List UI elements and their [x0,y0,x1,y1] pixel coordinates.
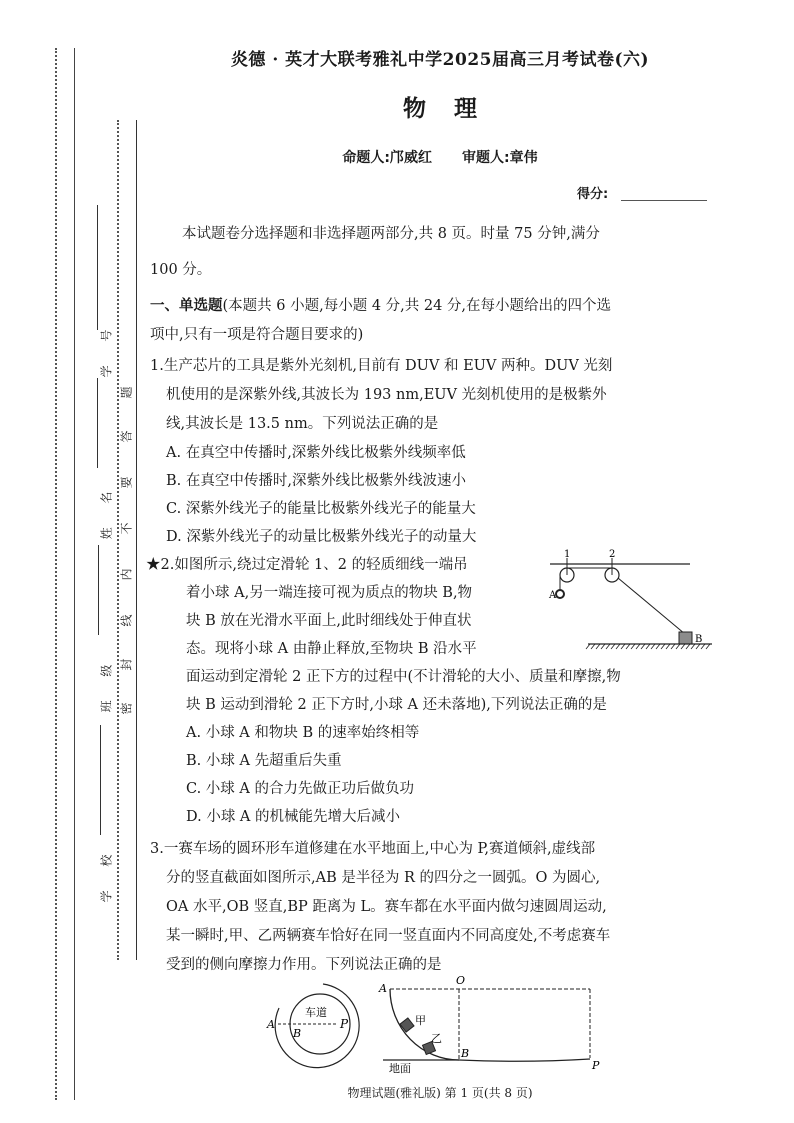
track-cross-section [375,972,610,1075]
question-number: 3. [150,841,164,857]
point-o-label: O [456,974,466,987]
question-2-stem [146,551,468,580]
option-c[interactable]: C. 小球 A 的合力先做正功后做负功 [186,781,414,797]
section-heading [150,292,611,321]
hatch-mark [681,644,685,649]
option-d[interactable]: D. 深紫外线光子的动量比极紫外线光子的动量大 [166,529,477,545]
binding-solid-line-outer [74,48,75,1100]
page-footer: 物理试题(雅礼版) 第 1 页(共 8 页) [347,1086,533,1100]
hatch-mark [666,644,670,649]
hatch-mark [616,644,620,649]
seal-char: 内 [119,568,134,581]
hatch-mark [596,644,600,649]
option-a[interactable]: A. 小球 A 和物块 B 的速率始终相等 [186,725,420,741]
option-c[interactable]: C. 深紫外线光子的能量比极紫外线光子的能量大 [166,501,476,517]
question-number: 1. [150,358,164,374]
subject-char: 物 [403,96,426,122]
question-line: 块 B 运动到滑轮 2 正下方时,小球 A 还未落地),下列说法正确的是 [186,697,607,713]
point-a-label: A [379,982,387,995]
hatch-mark [621,644,625,649]
question-line: 分的竖直截面如图所示,AB 是半径为 R 的四分之一圆弧。O 为圆心, [166,870,601,886]
question-line: 机使用的是深紫外线,其波长为 193 nm,EUV 光刻机使用的是极紫外 [166,387,607,403]
school-label: 学 校 [99,844,114,903]
name-label: 姓 名 [99,481,114,540]
section-title: 一、单选题 [150,298,223,314]
hatch-mark [606,644,610,649]
exam-title: 炎德 · 英才大联考雅礼中学2025届高三月考试卷(六) [230,50,650,70]
ball-label: A [549,590,557,601]
point-p-label: P [592,1059,600,1072]
question-line: OA 水平,OB 竖直,BP 距离为 L。赛车都在水平面内做匀速圆周运动, [166,899,607,915]
hatch-mark [641,644,645,649]
point-a-label: A [267,1018,275,1031]
subject-title [160,90,720,123]
authors [160,147,720,167]
option-b[interactable]: B. 小球 A 先超重后失重 [186,753,342,769]
hatch-mark [706,644,710,649]
hatch-mark [626,644,630,649]
seal-char: 不 [119,522,134,535]
hatch-mark [656,644,660,649]
question-line: 某一瞬时,甲、乙两辆赛车恰好在同一竖直面内不同高度处,不考虑赛车 [166,928,611,944]
question-line: 块 B 放在光滑水平面上,此时细线处于伸直状 [186,613,472,629]
pulley-2-label: 2 [609,549,616,560]
intro-line: 100 分。 [150,262,212,278]
hatch-mark [676,644,680,649]
subject-char: 理 [454,96,477,122]
hatch-mark [661,644,665,649]
student-id-label: 学 号 [99,319,114,378]
question-line: 面运动到定滑轮 2 正下方的过程中(不计滑轮的大小、质量和摩擦,物 [186,669,621,685]
track-top-view [260,978,370,1076]
reviewer: 审题人:章伟 [462,150,538,166]
name-blank[interactable] [98,545,99,635]
block-label: B [695,634,703,645]
car-jia-label: 甲 [415,1014,426,1027]
class-blank[interactable] [100,725,101,835]
student-id-blank-lower[interactable] [97,378,98,468]
question-line: 态。现将小球 A 由静止释放,至物块 B 沿水平 [186,641,477,657]
seal-dotted-line [117,120,119,960]
question-line: 如图所示,绕过定滑轮 1、2 的轻质细线一端吊 [174,557,468,573]
seal-char: 答 [119,430,134,443]
seal-char: 封 [119,658,134,671]
section-desc: (本题共 6 小题,每小题 4 分,共 24 分,在每小题给出的四个选 [222,298,612,314]
seal-char: 线 [119,614,134,627]
point-b-label: B [293,1027,302,1040]
question-line: 生产芯片的工具是紫外光刻机,目前有 DUV 和 EUV 两种。DUV 光刻 [163,358,613,374]
point-p-label: P [340,1017,349,1031]
hatch-mark [646,644,650,649]
ground-label: 地面 [389,1062,411,1075]
score-blank[interactable] [621,200,707,201]
section-desc-line: 项中,只有一项是符合题目要求的) [150,327,364,343]
point-b-label: B [461,1047,470,1060]
block-b [679,632,692,644]
question-line: 线,其波长是 13.5 nm。下列说法正确的是 [166,416,439,432]
ground-hatching [586,644,710,649]
seal-char: 题 [119,386,134,399]
option-d[interactable]: D. 小球 A 的机械能先增大后减小 [186,809,401,825]
hatch-mark [651,644,655,649]
hatch-mark [671,644,675,649]
car-yi-label: 乙 [431,1032,442,1045]
pulley-1-label: 1 [564,549,571,560]
seal-char: 密 [119,702,134,715]
hatch-mark [586,644,590,649]
hatch-mark [686,644,690,649]
line-bp [459,1059,590,1061]
question-line: 一赛车场的圆环形车道修建在水平地面上,中心为 P,赛道倾斜,虚线部 [163,841,596,857]
option-b[interactable]: B. 在真空中传播时,深紫外线比极紫外线波速小 [166,473,466,489]
score-label: 得分: [577,187,609,202]
binding-dotted-line-outer [55,48,57,1100]
question-1-stem [150,352,612,381]
question-line: 着小球 A,另一端连接可视为质点的物块 B,物 [186,585,473,601]
string-to-block [618,578,685,634]
question-line: 受到的侧向摩擦力作用。下列说法正确的是 [166,957,442,973]
question-3-stem [150,835,595,864]
seal-char: 要 [119,476,134,489]
hatch-mark [636,644,640,649]
hatch-mark [601,644,605,649]
hatch-mark [611,644,615,649]
seal-solid-line [136,120,137,960]
setter: 命题人:邝威红 [342,150,432,166]
track-label: 车道 [305,1006,327,1019]
ball-a [556,590,564,598]
class-label: 班 级 [99,654,114,713]
hatch-mark [591,644,595,649]
student-id-blank[interactable] [97,205,98,330]
question-number: ★2. [146,557,175,573]
hatch-mark [631,644,635,649]
pulley-figure [550,548,720,650]
intro-line: 本试题卷分选择题和非选择题两部分,共 8 页。时量 75 分钟,满分 [182,226,600,242]
option-a[interactable]: A. 在真空中传播时,深紫外线比极紫外线频率低 [166,445,466,461]
